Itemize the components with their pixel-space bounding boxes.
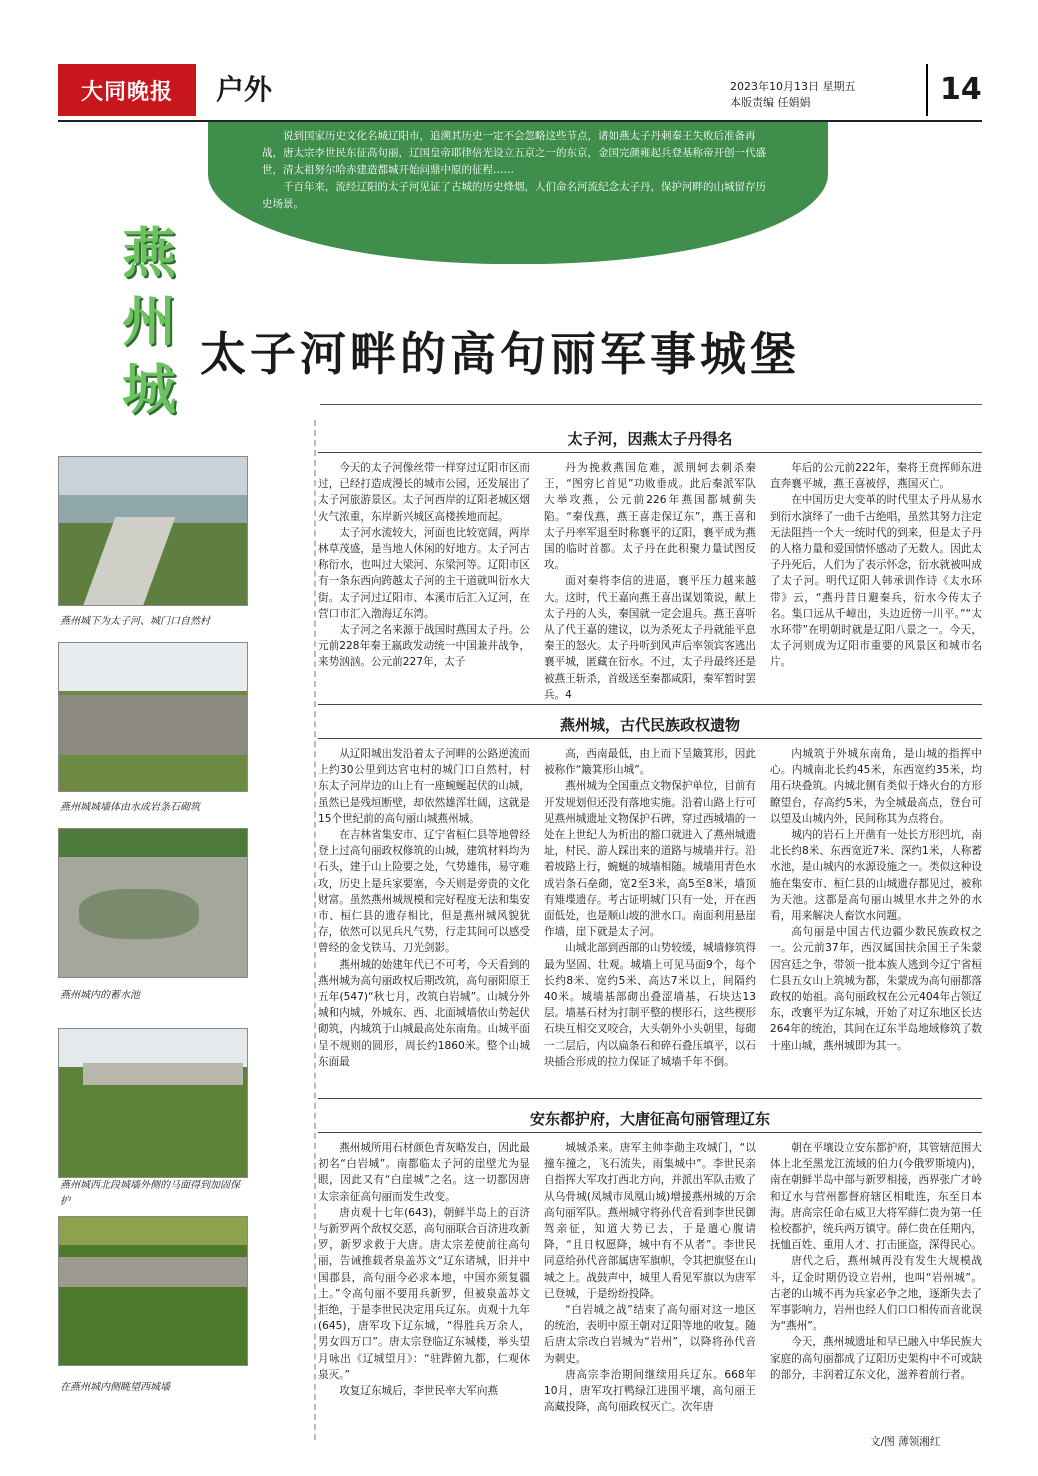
photo-caption: 燕州城西北段城墙外侧的马面得到加固保护 [60, 1180, 240, 1207]
photo-west-wall-view [58, 1216, 248, 1366]
section2-text: 燕州城为全国重点文物保护单位，目前有开发规划但还没有落地实施。沿着山路上行可见燕州城遗址文物保护石碑，穿过西城墙的一处在上世纪人为析出的豁口就进入了燕州城遗址，村民、游人踩出来的道路与城墙并行。沿着坡路上行，蜿蜒的城墙相随。城墙用青色水成岩条石垒砌，宽2至3米，高5至8米，墙顶有雉堞遗存。考古证明城门只有一处，开在西面低处，也是顺山坡的泄水口。南面利用悬崖作墙，崖下就是太子河。 [544, 780, 756, 939]
masthead [58, 64, 982, 116]
section1-text: 太子河水流较大，河面也比较宽阔，两岸林草茂盛，是当地人休闲的好地方。太子河古称衍水，也叫过大梁河、东梁河等。辽阳市区有一条东西向跨越太子河的主干道就叫衍水大街。太子河过辽阳市、本溪市后汇入辽河，在营口市汇入渤海辽东湾。 [318, 526, 530, 620]
vertical-title-char: 城 [122, 358, 176, 421]
section-heading-1: 太子河，因燕太子丹得名 [567, 430, 733, 448]
section3-text: 唐贞观十七年(643)，朝鲜半岛上的百济与新罗两个敌权交恶，高句丽联合百济进攻新罗，新罗求救于大唐。唐太宗差使前往高句丽，告诫推载者泉盖苏文“辽东诸城，旧并中国郡县，高句丽今必求本地，中国亦须复疆土。”令高句丽不要用兵新罗，但被泉盖苏文拒绝，于是李世民决定用兵辽东。贞观十九年(645)，唐军攻下辽东城，“得胜兵万余人，男女四万口”。唐太宗登临辽东城楼，举头望月咏出《辽城望月》：“驻跸俯九都，仁观休泉灭。” [318, 1206, 530, 1381]
section-rule-2-top [318, 704, 982, 705]
vertical-title-char: 燕 [122, 222, 176, 285]
section-rule-3 [318, 1132, 982, 1133]
section3-text: 攻复辽东城后，李世民率大军向燕 [339, 1385, 499, 1398]
section1-column-2 [544, 460, 756, 700]
editor-credit: 本版责编 任娟娟 [730, 96, 811, 109]
section3-column-3 [770, 1140, 982, 1430]
section3-text: 朝在平壤设立安东都护府，其管辖范围大体上北至黑龙江流域的伯力(今俄罗斯境内)，南在朝鲜半岛中部与新罗相接，西界张广才岭和辽水与营州都督府辖区相毗连，东至日本海。唐高宗任命右威卫大将军薛仁贵为第一任检校都护，统兵两万镇守。薛仁贵在任期内，抚恤百姓、重用人才、打击匪盗，深得民心。 [770, 1142, 982, 1252]
section2-text: 高，西南最低，由上而下呈簸箕形，因此被称作“簸箕形山城”。 [544, 748, 756, 777]
section3-text: 今天，燕州城遗址和早已融入中华民族大家庭的高句丽都成了辽阳历史架构中不可或缺的部分，丰润着辽东文化，滋养着前行者。 [770, 1336, 982, 1381]
page-number: 14 [926, 64, 982, 116]
section3-text: “白岩城之战”结束了高句丽对这一地区的统治，表明中原王朝对辽阳等地的收复。随后唐太宗改白岩城为“岩州”，以降将孙代音为刺史。 [544, 1304, 756, 1365]
section1-text: 在中国历史大变革的时代里太子丹从易水到衍水演绎了一曲千古绝唱，虽然其努力注定无法阻挡一个大一统时代的到来，但是太子丹的人格力量和爱国情怀感动了无数人。因此太子丹死后，人们为了表示怀念，衍水就被叫成了太子河。明代辽阳人韩承训作诗《太水环带》云，“燕丹昔日避秦兵，衍水今传太子名。集口远从千嶂出，头边近傍一川平。”“太水环带”在明朝时就是辽阳八景之一。今天，太子河则成为辽阳市重要的风景区和城市名片。 [770, 494, 982, 669]
headline-rule [320, 404, 982, 405]
section2-text: 内城筑于外城东南角，是山城的指挥中心。内城南北长约45米，东西宽约35米，均用石块叠筑。内城北侧有类似于烽火台的方形瞭望台，存高约5米，为全城最高点，登台可以望及山城内外，民间称其为点将台。 [770, 748, 982, 825]
photo-column-border [254, 420, 316, 1440]
vertical-title-char: 州 [122, 290, 176, 353]
section2-text: 从辽阳城出发沿着太子河畔的公路逆流而上约30公里到达官屯村的城门口自然村，村东太子河岸边的山上有一座蜿蜒起伏的山城，虽然已是残垣断壁，却依然雄浑壮阔，这就是15个世纪前的高句丽山城燕州城。 [318, 748, 530, 825]
section1-text: 太子河之名来源于战国时燕国太子丹。公元前228年秦王嬴政发动统一中国兼并战争，来势汹汹。公元前227年，太子 [318, 624, 530, 669]
photo-caption: 在燕州城内侧眺望西城墙 [60, 1382, 170, 1393]
photo-caption: 燕州城内的蓄水池 [60, 990, 140, 1001]
section-heading-3: 安东都护府，大唐征高句丽管理辽东 [529, 1110, 770, 1128]
section1-text: 年后的公元前222年，秦将王贲挥师东进直奔襄平城，燕王喜被俘，燕国灭亡。 [770, 462, 982, 491]
section2-text: 在吉林省集安市、辽宁省桓仁县等地曾经登上过高句丽政权修筑的山城，建筑材料均为石头，建于山上险要之处，气势雄伟，易守难攻，历史上是兵家要塞，今天则是旁贵的文化财富。虽然燕州城规模和完好程度无法和集安市、桓仁县的遗存相比，但是燕州城风貌犹存，依然可以见兵凡气势，行走其间可以感受曾经的金戈铁马、刀光剑影。 [318, 829, 530, 955]
section2-text: 高句丽是中国古代边疆少数民族政权之一。公元前37年，西汉属国扶余国王子朱蒙因宫廷之争，带领一批本族人逃到今辽宁省桓仁县五女山上筑城为都，朱蒙成为高句丽都落政权的始祖。高句丽政权在公元404年占领辽东，改襄平为辽东城，开始了对辽东地区长达264年的统治，其间在辽东半岛地域修筑了数十座山城，燕州城即为其一。 [770, 926, 982, 1052]
section3-text: 唐高宗李治期间继续用兵辽东。668年10月，唐军攻打鸭绿江进围平壤，高句丽王高藏投降，高句丽政权灭亡。次年唐 [544, 1368, 756, 1414]
section-name: 户外 [216, 73, 273, 106]
section3-text: 燕州城所用石材颜色青灰略发白，因此最初名“白岩城”。南都临太子河的崖壁尤为显眼，因此又有“白崖城”之名。这一切都因唐太宗亲征高句丽而发生改变。 [318, 1142, 530, 1203]
section-rule-1 [318, 452, 982, 453]
section2-column-3 [770, 746, 982, 1091]
photo-wall-stone [58, 642, 248, 792]
section3-text: 唐代之后，燕州城再没有发生大规模战斗，辽金时期仍设立岩州，也叫“岩州城”。古老的山城不再为兵家必争之地，逐渐失去了军事影响力，岩州也经人们口口相传而音讹误为“燕州”。 [770, 1255, 982, 1333]
intro-paragraph-1: 说到国家历史文化名城辽阳市，追溯其历史一定不会忽略这些节点，诸如燕太子丹刺秦王失败后准备再战，唐太宗李世民东征高句丽，辽国皇帝耶律倍光设立五京之一的东京，金国完颜雍起兵登基称帝开创一代盛世，清太祖努尔哈赤建造都城开始问鼎中原的征程…… [262, 130, 766, 176]
section2-text: 燕州城的始建年代已不可考，今天看到的燕州城为高句丽政权后期改筑，高句丽阳原王五年(547)“秋七月，改筑白岩城”。山城分外城和内城，外城东、西、北面城墙依山势起伏砌筑，内城筑于山城最高处东南角。山城平面呈不规则的圆形，周长约1860米。整个山城东面最 [318, 958, 530, 1068]
photo-water-pool [58, 828, 248, 978]
section-rule-3-top [318, 1098, 982, 1099]
intro-band [208, 122, 828, 264]
main-headline: 太子河畔的高句丽军事城堡 [200, 327, 800, 381]
photo-northwest-wall [58, 1028, 248, 1178]
photo-caption: 燕州城城墙体由水成岩条石砌筑 [60, 802, 200, 813]
section-rule-2 [318, 738, 982, 739]
section1-column-1 [318, 460, 530, 700]
photo-river-village [58, 456, 248, 606]
section1-text: 丹为挽救燕国危难，派荆轲去刺杀秦王，“图穷匕首见”功败垂成。此后秦派军队大举攻燕，公元前226年燕国都城蓟失陷。“秦伐燕，燕王喜走保辽东”，燕王喜和太子丹率军退至时称襄平的辽阳，襄平成为燕国的临时首都。太子丹在此积聚力量试图反攻。 [544, 462, 756, 572]
author-signature: 文/图 薄领湘红 [870, 1436, 941, 1448]
section2-text: 山城北部到西部的山势较缓，城墙修筑得最为坚固、壮观。城墙上可见马面9个，每个长约8米、宽约5米、高达7米以上，间隔约40米。城墙基部砌出叠涩墙基，石块达13层。墙基石材为打制平整的楔形石，这些楔形石块互相交叉咬合，大头朝外小头朝里，每砌一二层后，内以扁条石和碎石叠压填平，以石块插合形成的拉力保证了城墙千年不倒。 [544, 942, 756, 1068]
issue-date: 2023年10月13日 星期五 [730, 80, 856, 93]
photo-caption: 燕州城下为太子河、城门口自然村 [60, 616, 210, 627]
section3-text: 城城杀来。唐军主帅李勣主攻城门，“以撞车撞之，飞石流失，雨集城中”。李世民亲自指挥大军攻打西北方向，并派出军队击败了从乌骨城(凤城市凤凰山城)增援燕州城的万余高句丽军队。燕州城守将孙代音看到李世民御驾亲征，知道大势已去，于是遣心腹请降，“且日权愿降，城中有不从者”。李世民同意给孙代音部属唐军旗帜，令其把旗竖在山城之上。战鼓声中，城里人看见军旗以为唐军已登城，于是纷纷投降。 [544, 1142, 756, 1300]
section2-column-2 [544, 746, 756, 1091]
section1-column-3 [770, 460, 982, 700]
intro-paragraph-2: 千百年来，流经辽阳的太子河见证了古城的历史烽烟，人们命名河流纪念太子丹，保护河畔的山城留存历史场景。 [262, 181, 766, 210]
vertical-title [110, 220, 188, 430]
section2-column-1 [318, 746, 530, 1091]
section3-column-1 [318, 1140, 530, 1430]
newspaper-logo: 大同晚报 [58, 64, 196, 116]
section-heading-2: 燕州城，古代民族政权遗物 [559, 716, 740, 734]
section3-column-2 [544, 1140, 756, 1430]
section1-text: 面对秦将李信的进逼，襄平压力越来越大。这时，代王嘉向燕王喜出谋划策说，献上太子丹的人头，秦国就一定会退兵。燕王喜听从了代王嘉的建议，以为杀死太子丹就能平息秦王的怒火。太子丹听到风声后率领宾客逃出襄平城，匿藏在衍水。不过，太子丹最终还是被燕王斩杀，首级送至秦都咸阳，秦军暂时罢兵。4 [544, 575, 756, 701]
section1-text: 今天的太子河像丝带一样穿过辽阳市区而过，已经打造成漫长的城市公园，还发展出了太子河旅游景区。太子河西岸的辽阳老城区烟火气浓重，东岸新兴城区高楼挨地而起。 [318, 462, 530, 523]
section2-text: 城内的岩石上开凿有一处长方形凹坑，南北长约8米、东西宽近7米、深约1米，人称蓄水池，是山城内的水源设施之一。类似这种设施在集安市、桓仁县的山城遗存都见过，被称为天池。这都是高句丽山城里水井之外的水看，用来解决人畜饮水问题。 [770, 829, 982, 923]
